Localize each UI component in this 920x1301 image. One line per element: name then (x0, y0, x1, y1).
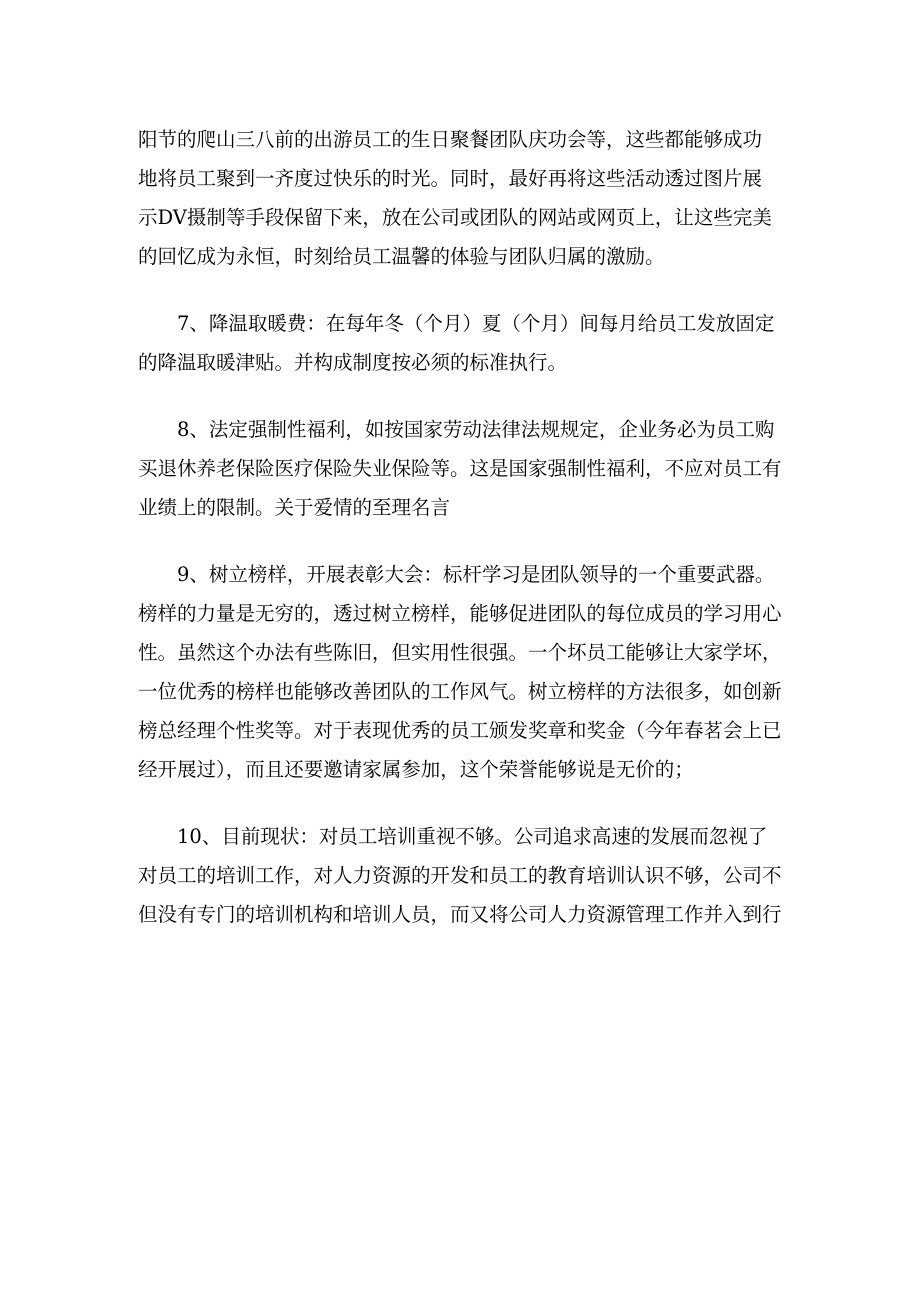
text-line: 的降温取暖津贴。并构成制度按必须的标准执行。 (138, 351, 568, 374)
text-line: 榜样的力量是无穷的，透过树立榜样，能够促进团队的每位成员的学习用心 (138, 602, 782, 625)
text-line: 7、降温取暖费：在每年冬（个月）夏（个月）间每月给员工发放固定 (177, 312, 775, 335)
text-line: 10、目前现状：对员工培训重视不够。公司追求高速的发展而忽视了 (177, 825, 768, 848)
text-line: 示DV摄制等手段保留下来，放在公司或团队的网站或网页上，让这些完美 (138, 206, 772, 229)
text-line: 对员工的培训工作，对人力资源的开发和员工的教育培训认识不够，公司不 (138, 864, 782, 887)
text-line: 性。虽然这个办法有些陈旧，但实用性很强。一个坏员工能够让大家学坏， (138, 641, 782, 664)
text-line: 榜总经理个性奖等。对于表现优秀的员工颁发奖章和奖金（今年春茗会上已 (138, 719, 782, 742)
text-line: 业绩上的限制。关于爱情的至理名言 (138, 496, 451, 519)
text-line: 但没有专门的培训机构和培训人员，而又将公司人力资源管理工作并入到行 (138, 903, 782, 926)
text-line: 的回忆成为永恒，时刻给员工温馨的体验与团队归属的激励。 (138, 245, 665, 268)
text-line: 地将员工聚到一齐度过快乐的时光。同时，最好再将这些活动透过图片展 (138, 167, 763, 190)
paragraph-item-10 (138, 817, 798, 934)
text-line: 一位优秀的榜样也能够改善团队的工作风气。树立榜样的方法很多，如创新 (138, 680, 782, 703)
text-line: 9、树立榜样，开展表彰大会：标杆学习是团队领导的一个重要武器。 (177, 563, 775, 586)
paragraph-item-7 (138, 304, 798, 382)
text-line: 经开展过），而且还要邀请家属参加，这个荣誉能够说是无价的； (138, 758, 694, 781)
paragraph-activities (138, 120, 798, 276)
document-body (138, 120, 798, 962)
text-line: 8、法定强制性福利，如按国家劳动法律法规规定，企业务必为员工购 (177, 418, 775, 441)
text-line: 阳节的爬山三八前的出游员工的生日聚餐团队庆功会等，这些都能够成功 (138, 128, 763, 151)
paragraph-item-9 (138, 555, 798, 789)
paragraph-item-8 (138, 410, 798, 527)
text-line: 买退休养老保险医疗保险失业保险等。这是国家强制性福利，不应对员工有 (138, 457, 782, 480)
